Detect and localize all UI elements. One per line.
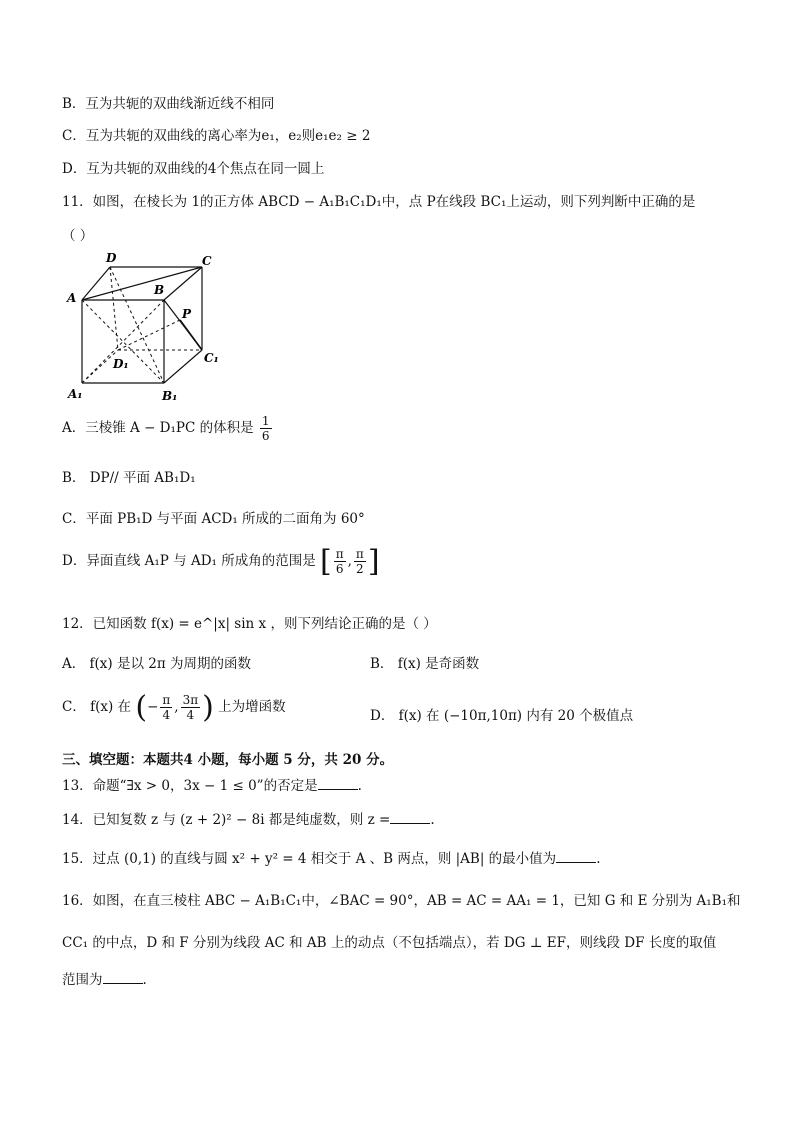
line-q11b: B． DP// 平面 AB₁D₁	[62, 470, 196, 486]
frac-num: π	[355, 547, 364, 561]
cube-figure	[62, 250, 232, 405]
answer-blank	[103, 971, 143, 984]
line-q14	[62, 808, 435, 828]
q13-text: 13．命题“∃x > 0，3x − 1 ≤ 0”的否定是	[62, 778, 318, 794]
label-B: B	[154, 283, 165, 297]
line-q12b: B． f(x) 是奇函数	[370, 656, 480, 672]
line-q13	[62, 774, 362, 794]
label-A: A	[67, 291, 77, 305]
edge-D1P	[118, 320, 180, 350]
q11d-prefix: D．异面直线 A₁P 与 AD₁ 所成角的范围是	[62, 553, 316, 569]
frac-num: 3π	[182, 693, 199, 707]
frac-num: π	[335, 547, 344, 561]
frac-den: 4	[162, 708, 171, 722]
line-q10b: B．互为共轭的双曲线渐近线不相同	[62, 96, 275, 112]
period: .	[142, 972, 147, 988]
left-bracket: [	[320, 544, 332, 579]
frac-num: π	[162, 693, 171, 707]
q14-text: 14．已知复数 z 与 (z + 2)² − 8i 都是纯虚数，则 z =	[62, 812, 391, 828]
frac-den: 6	[261, 429, 270, 443]
line-q10d: D．互为共轭的双曲线的4个焦点在同一圆上	[62, 161, 325, 177]
line-q16a: 16．如图，在直三棱柱 ABC − A₁B₁C₁中，∠BAC = 90°，AB = AC = AA₁ = 1，已知 G 和 E 分别为 A₁B₁和	[62, 893, 741, 909]
q12c-suffix: 上为增函数	[218, 699, 286, 715]
q12c-prefix: C． f(x) 在	[62, 699, 132, 715]
line-q16b: CC₁ 的中点，D 和 F 分别为线段 AC 和 AB 上的动点（不包括端点），若 DG ⊥ EF，则线段 DF 长度的取值	[62, 935, 717, 951]
line-q12: 12．已知函数 f(x) = e^|x| sin x ，则下列结论正确的是（ ）	[62, 616, 437, 632]
fraction-pi-2	[354, 547, 366, 576]
fraction-one-sixth	[260, 414, 272, 443]
label-D: D	[106, 251, 117, 265]
fraction-pi-4	[160, 693, 172, 722]
line-q16c	[62, 968, 147, 988]
minus-sign: −	[147, 699, 159, 715]
answer-blank	[318, 777, 358, 790]
label-A1: A₁	[68, 387, 83, 401]
line-q12c	[62, 690, 286, 725]
section-fill-in: 三、填空题：本题共4 小题，每小题 5 分，共 20 分。	[62, 752, 394, 768]
edge-AC	[82, 267, 202, 300]
edge-PC	[180, 320, 202, 350]
separator: ,	[347, 553, 352, 569]
answer-blank	[556, 850, 596, 863]
period: .	[357, 778, 362, 794]
period: .	[430, 812, 435, 828]
left-paren: (	[135, 690, 148, 725]
answer-blank	[390, 811, 430, 824]
separator: ,	[174, 699, 179, 715]
line-q12d: D． f(x) 在 (−10π,10π) 内有 20 个极值点	[370, 708, 634, 724]
label-D1: D₁	[113, 357, 129, 371]
label-C1: C₁	[204, 351, 219, 365]
line-q11a	[62, 414, 274, 443]
q11a-prefix: A．三棱锥 A − D₁PC 的体积是	[62, 420, 254, 436]
edge-B1C1	[164, 350, 202, 383]
right-bracket: ]	[367, 544, 380, 579]
line-q10c: C．互为共轭的双曲线的离心率为e₁，e₂则e₁e₂ ≥ 2	[62, 128, 371, 144]
edge-DD1	[110, 267, 118, 350]
line-q11: 11．如图，在棱长为 1的正方体 ABCD − A₁B₁C₁D₁中，点 P在线段 BC₁上运动，则下列判断中正确的是	[62, 194, 696, 210]
fraction-3pi-4	[181, 693, 201, 722]
line-q11c: C．平面 PB₁D 与平面 ACD₁ 所成的二面角为 60°	[62, 511, 365, 527]
fraction-pi-6	[334, 547, 346, 576]
line-q11-paren: （ ）	[62, 228, 94, 244]
period: .	[596, 851, 601, 867]
label-B1: B₁	[162, 389, 178, 403]
q16-text: 范围为	[62, 972, 103, 988]
line-q15	[62, 847, 600, 867]
q15-text: 15．过点 (0,1) 的直线与圆 x² + y² = 4 相交于 A 、B 两点，则 |AB| 的最小值为	[62, 851, 557, 867]
edge-AD	[82, 267, 110, 300]
label-C: C	[202, 254, 212, 268]
frac-num: 1	[261, 414, 270, 428]
line-q11d	[62, 544, 380, 579]
frac-den: 2	[356, 562, 364, 576]
frac-den: 4	[186, 708, 195, 722]
right-paren: )	[202, 690, 214, 725]
frac-den: 6	[335, 562, 344, 576]
label-P: P	[182, 307, 192, 321]
line-q12a: A． f(x) 是以 2π 为周期的函数	[62, 656, 252, 672]
